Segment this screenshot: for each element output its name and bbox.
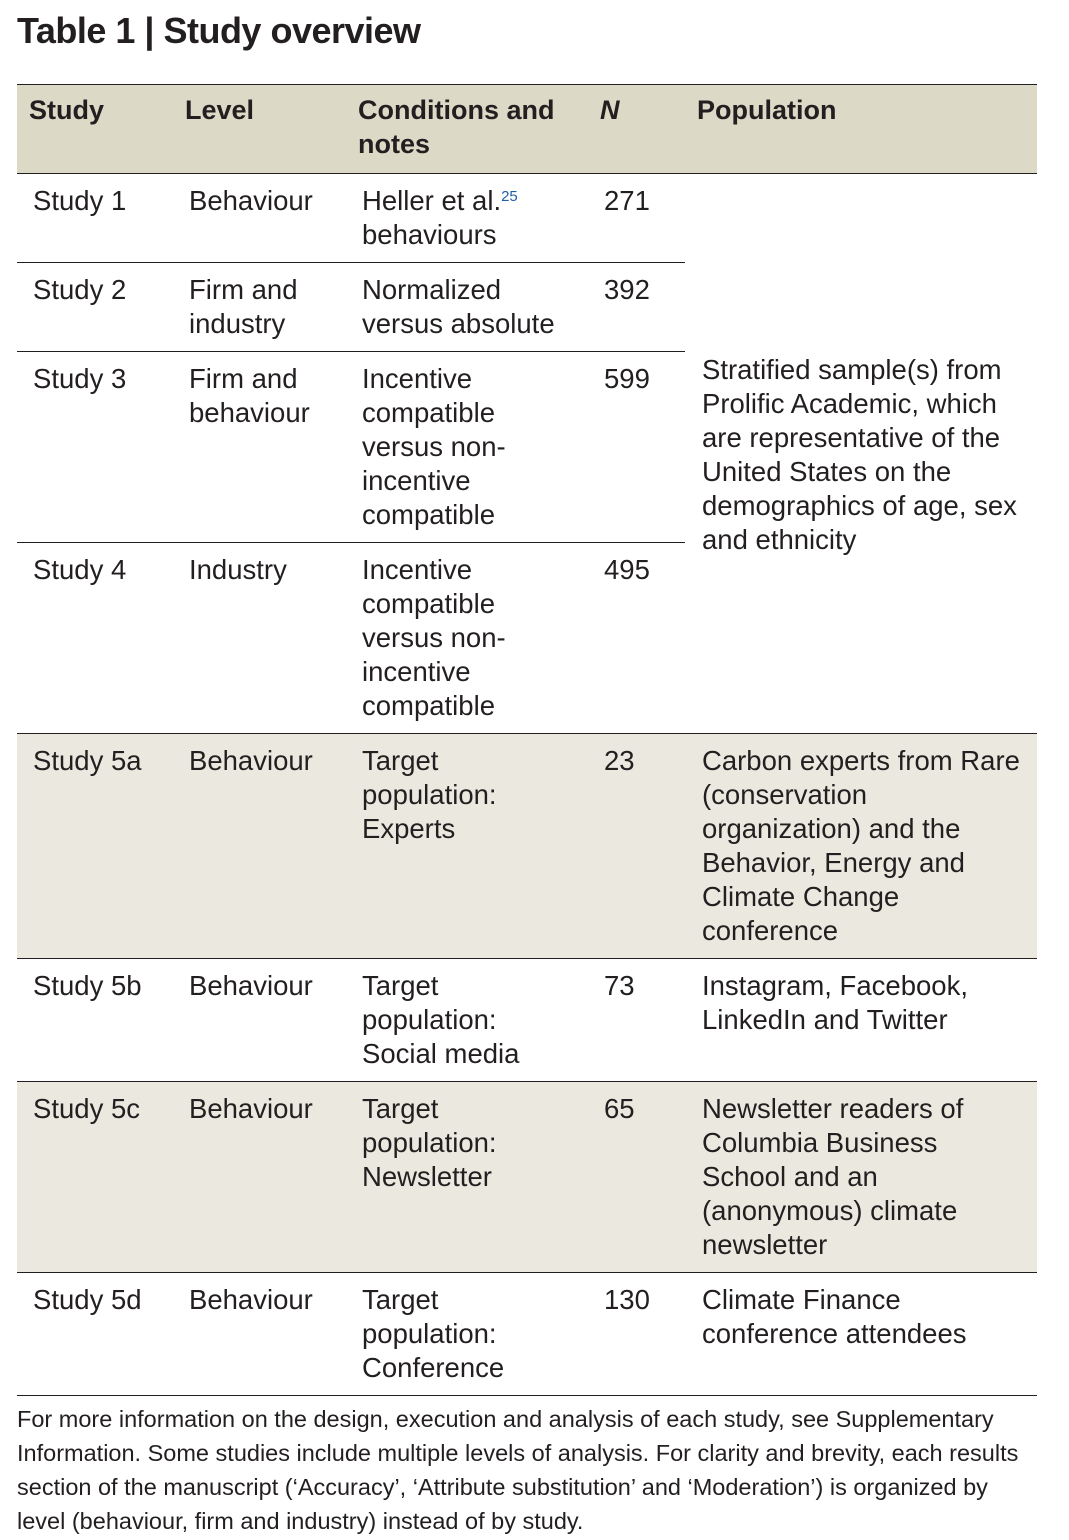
table-row [17, 1082, 1037, 1273]
cell-conditions-text: Heller et al. [362, 185, 502, 216]
cell-level: Behaviour [173, 174, 346, 263]
header-level: Level [173, 85, 346, 174]
cell-level: Behaviour [189, 745, 313, 776]
cell-study: Study 2 [17, 263, 173, 352]
study-overview-table [17, 84, 1037, 1396]
cell-n: 392 [588, 263, 685, 352]
header-conditions: Conditions and notes [346, 85, 588, 174]
cell-population: Newsletter readers of Columbia Business School and an (anonymous) climate newsletter [702, 1093, 964, 1260]
table-title: Table 1 | Study overview [17, 10, 421, 51]
header-n: N [588, 85, 685, 174]
cell-study: Study 4 [17, 543, 173, 734]
reference-link[interactable]: 25 [501, 188, 518, 205]
cell-study: Study 5c [33, 1093, 141, 1124]
header-study: Study [17, 85, 173, 174]
cell-population-shared: Stratified sample(s) from Prolific Academic, which are representative of the United States on the demographics of age, sex and ethnicity [685, 174, 1037, 734]
cell-study: Study 5a [33, 745, 142, 776]
cell-level: Behaviour [189, 1284, 313, 1315]
cell-study: Study 1 [17, 174, 173, 263]
table-row [17, 734, 1037, 959]
cell-n: 23 [604, 745, 635, 776]
table-footnote: For more information on the design, execution and analysis of each study, see Supplementary Information. Some studies include multiple levels of analysis. For clarity and brevity, each results section of the manuscript (‘Accuracy’, ‘Attribute substitution’ and ‘Moderation’) is organized by level (behaviour, firm and industry) instead of by study. [17, 1406, 1019, 1534]
cell-conditions: Incentive compatible versus non-incentive compatible [346, 543, 588, 734]
cell-n: 271 [588, 174, 685, 263]
cell-n: 130 [604, 1284, 650, 1315]
cell-conditions: Target population: Conference [362, 1284, 505, 1383]
table-row [17, 174, 1037, 263]
cell-level: Industry [173, 543, 346, 734]
cell-conditions-text-2: behaviours [362, 219, 497, 250]
cell-population: Climate Finance conference attendees [702, 1284, 967, 1349]
cell-conditions: Target population: Experts [362, 745, 497, 844]
cell-n: 599 [588, 352, 685, 543]
cell-study: Study 3 [17, 352, 173, 543]
table-row [17, 1273, 1037, 1396]
cell-study: Study 5b [33, 970, 142, 1001]
header-population: Population [685, 85, 1037, 174]
cell-conditions: Normalized versus absolute [346, 263, 588, 352]
cell-level: Firm and behaviour [173, 352, 346, 543]
cell-level: Behaviour [189, 970, 313, 1001]
cell-conditions [346, 174, 588, 263]
cell-conditions: Target population: Newsletter [362, 1093, 497, 1192]
cell-study: Study 5d [33, 1284, 142, 1315]
table-row [17, 959, 1037, 1082]
cell-conditions: Incentive compatible versus non-incentive compatible [346, 352, 588, 543]
table-header-row [17, 85, 1037, 174]
cell-n: 495 [588, 543, 685, 734]
cell-population: Carbon experts from Rare (conservation organization) and the Behavior, Energy and Climate Change conference [702, 745, 1020, 946]
cell-n: 73 [604, 970, 635, 1001]
cell-population: Instagram, Facebook, LinkedIn and Twitter [702, 970, 968, 1035]
cell-n: 65 [604, 1093, 635, 1124]
cell-level: Firm and industry [173, 263, 346, 352]
cell-conditions: Target population: Social media [362, 970, 520, 1069]
cell-level: Behaviour [189, 1093, 313, 1124]
